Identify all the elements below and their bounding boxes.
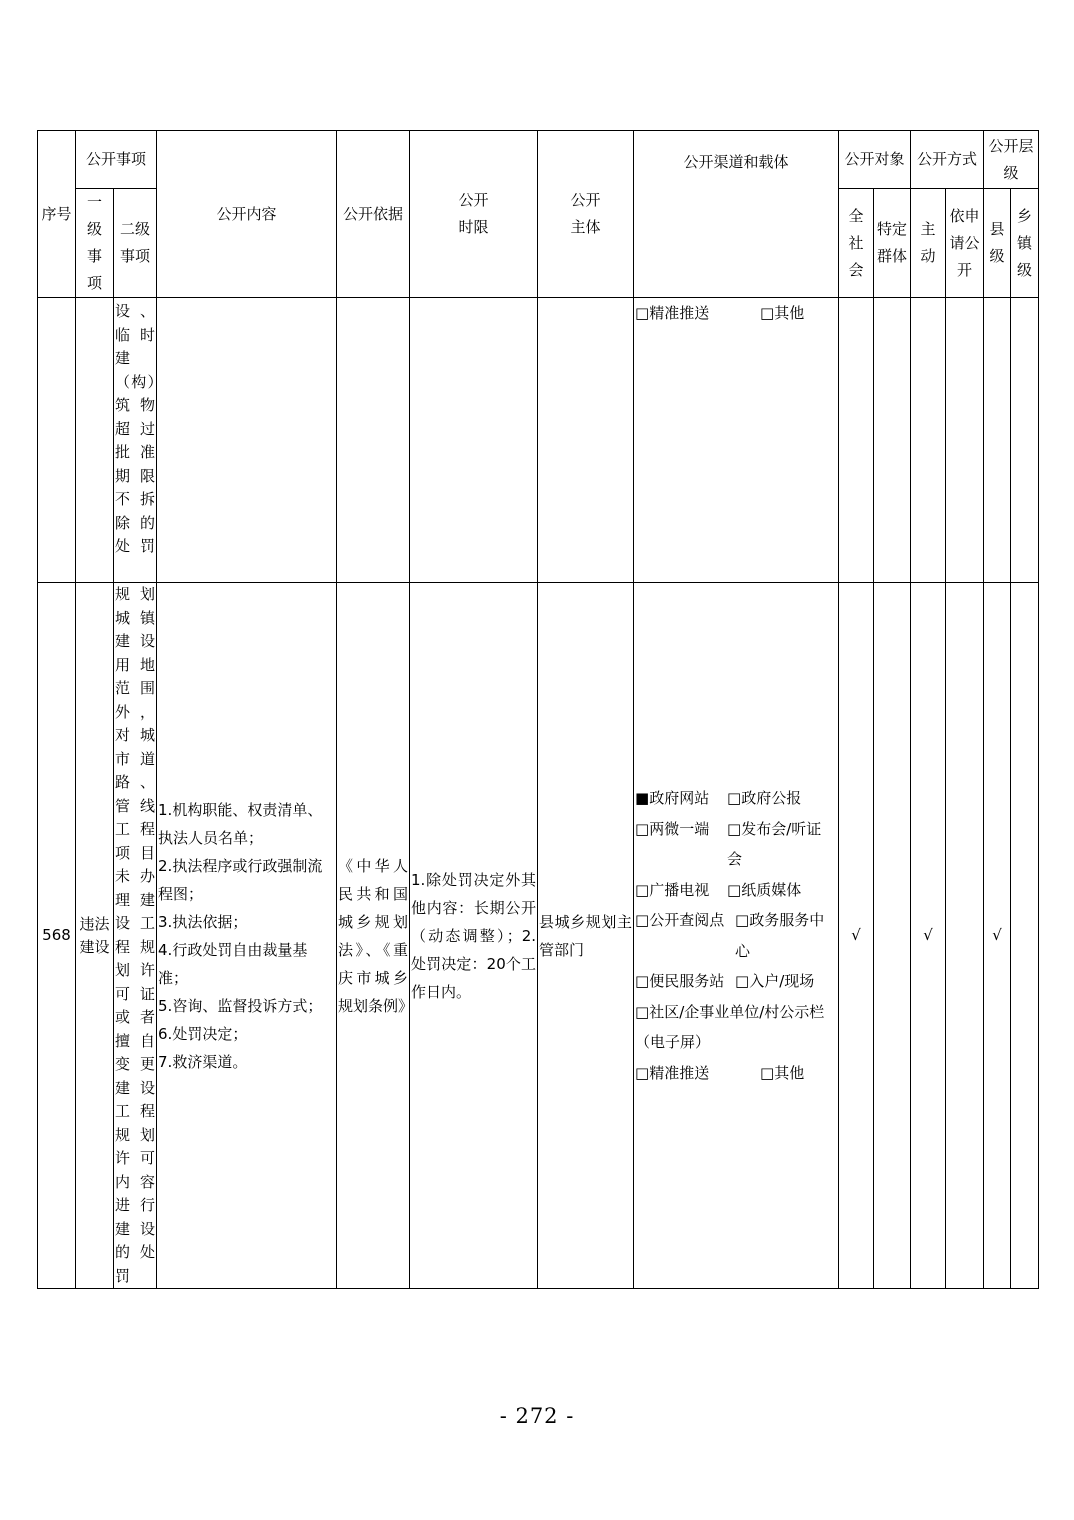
- header-level-town: 乡镇级: [1011, 189, 1039, 298]
- cell-content: [157, 583, 337, 1289]
- table-row: [38, 298, 1039, 583]
- cell-level2: 设、临时建（构）筑物超过批准期限不拆除的处罚: [114, 298, 157, 583]
- channel-line: [635, 1058, 837, 1089]
- header-target-specific: 特定群体: [874, 189, 911, 298]
- header-item-level1: 一级事项: [76, 189, 114, 298]
- cell-seq: 568: [38, 583, 76, 1289]
- channel-line: [635, 875, 837, 906]
- cell-method-request: [946, 298, 984, 583]
- channel-option: □便民服务站: [635, 972, 725, 990]
- cell-level2: 规划城镇建设用地范围外，对城市道路、管线工程项目未办理建设工程规划许可证或者擅自变更建设工程规划许可内容进行建设的处罚: [114, 583, 157, 1289]
- channel-option: □精准推送: [635, 1063, 710, 1082]
- cell-time-limit: [410, 298, 538, 583]
- content-line: 3.执法依据；: [158, 912, 248, 931]
- cell-method-active: [911, 298, 946, 583]
- content-line: 2.执法程序或行政强制流程图；: [158, 856, 323, 903]
- content-line: 5.咨询、监督投诉方式；: [158, 996, 323, 1015]
- channel-option: □纸质媒体: [727, 880, 802, 899]
- cell-level1: 违法建设: [76, 583, 114, 1289]
- channel-option: ■政府网站: [635, 789, 710, 807]
- cell-level1: [76, 298, 114, 583]
- cell-basis: 《中华人民共和国城乡规划法》、《重庆市城乡规划条例》: [337, 583, 410, 1289]
- channel-option: □公开查阅点: [635, 911, 725, 929]
- header-level-group: 公开层级: [984, 131, 1039, 189]
- channel-option: □精准推送: [635, 304, 710, 322]
- header-item-group: 公开事项: [76, 131, 157, 189]
- header-subject: [538, 131, 634, 298]
- cell-method-request: [946, 583, 984, 1289]
- header-time-limit-line1: 公开: [458, 191, 489, 209]
- channel-line: [635, 966, 837, 997]
- header-time-limit-line2: 时限: [458, 218, 489, 236]
- cell-level-town: [1011, 298, 1039, 583]
- header-target-group: 公开对象: [839, 131, 911, 189]
- channel-option: □发布会/听证会: [727, 819, 822, 868]
- content-line: 7.救济渠道。: [158, 1052, 248, 1071]
- header-seq: 序号: [38, 131, 76, 298]
- channel-option: □社区/企事业单位/村公示栏（电子屏）: [635, 1002, 825, 1051]
- cell-level-county: √: [984, 583, 1011, 1289]
- header-content: 公开内容: [157, 131, 337, 298]
- channel-line: [635, 997, 837, 1058]
- content-line: 4.行政处罚自由裁量基准；: [158, 940, 308, 987]
- channel-option: □入户/现场: [735, 972, 815, 990]
- cell-subject: 县城乡规划主管部门: [538, 583, 634, 1289]
- header-method-active: 主动: [911, 189, 946, 298]
- channel-option: □政府公报: [727, 789, 802, 807]
- channel-option: □其他: [760, 304, 805, 322]
- cell-level-town: [1011, 583, 1039, 1289]
- channel-option: □广播电视: [635, 880, 710, 899]
- header-subject-line1: 公开: [570, 191, 601, 209]
- header-level-county: 县级: [984, 189, 1011, 298]
- cell-seq: [38, 298, 76, 583]
- cell-target-specific: [874, 583, 911, 1289]
- header-target-all: 全社会: [839, 189, 874, 298]
- header-basis: 公开依据: [337, 131, 410, 298]
- cell-method-active: √: [911, 583, 946, 1289]
- cell-content: [157, 298, 337, 583]
- cell-time-limit: 1.除处罚决定外其他内容：长期公开（动态调整）；2.处罚决定：20个工作日内。: [410, 583, 538, 1289]
- cell-subject: [538, 298, 634, 583]
- cell-target-all: [839, 298, 874, 583]
- header-method-group: 公开方式: [911, 131, 984, 189]
- header-channel: 公开渠道和载体: [634, 131, 839, 298]
- channel-line: [635, 814, 837, 875]
- header-method-request: 依申请公开: [946, 189, 984, 298]
- content-line: 1.机构职能、权责清单、执法人员名单；: [158, 800, 323, 847]
- cell-target-all: √: [839, 583, 874, 1289]
- channel-line: [635, 302, 837, 325]
- disclosure-table: [37, 130, 1039, 1289]
- header-item-level2: 二级事项: [114, 189, 157, 298]
- header-subject-line2: 主体: [570, 218, 601, 236]
- cell-target-specific: [874, 298, 911, 583]
- cell-level-county: [984, 298, 1011, 583]
- cell-channels: [634, 298, 839, 583]
- table-row: [38, 583, 1039, 1289]
- channel-line: [635, 783, 837, 814]
- page-number: - 272 -: [499, 1404, 575, 1428]
- channel-option: □其他: [760, 1063, 805, 1082]
- channel-option: □政务服务中心: [735, 911, 825, 960]
- cell-basis: [337, 298, 410, 583]
- channel-line: [635, 905, 837, 966]
- cell-channels: [634, 583, 839, 1289]
- channel-option: □两微一端: [635, 819, 710, 838]
- header-time-limit: [410, 131, 538, 298]
- content-line: 6.处罚决定；: [158, 1024, 248, 1043]
